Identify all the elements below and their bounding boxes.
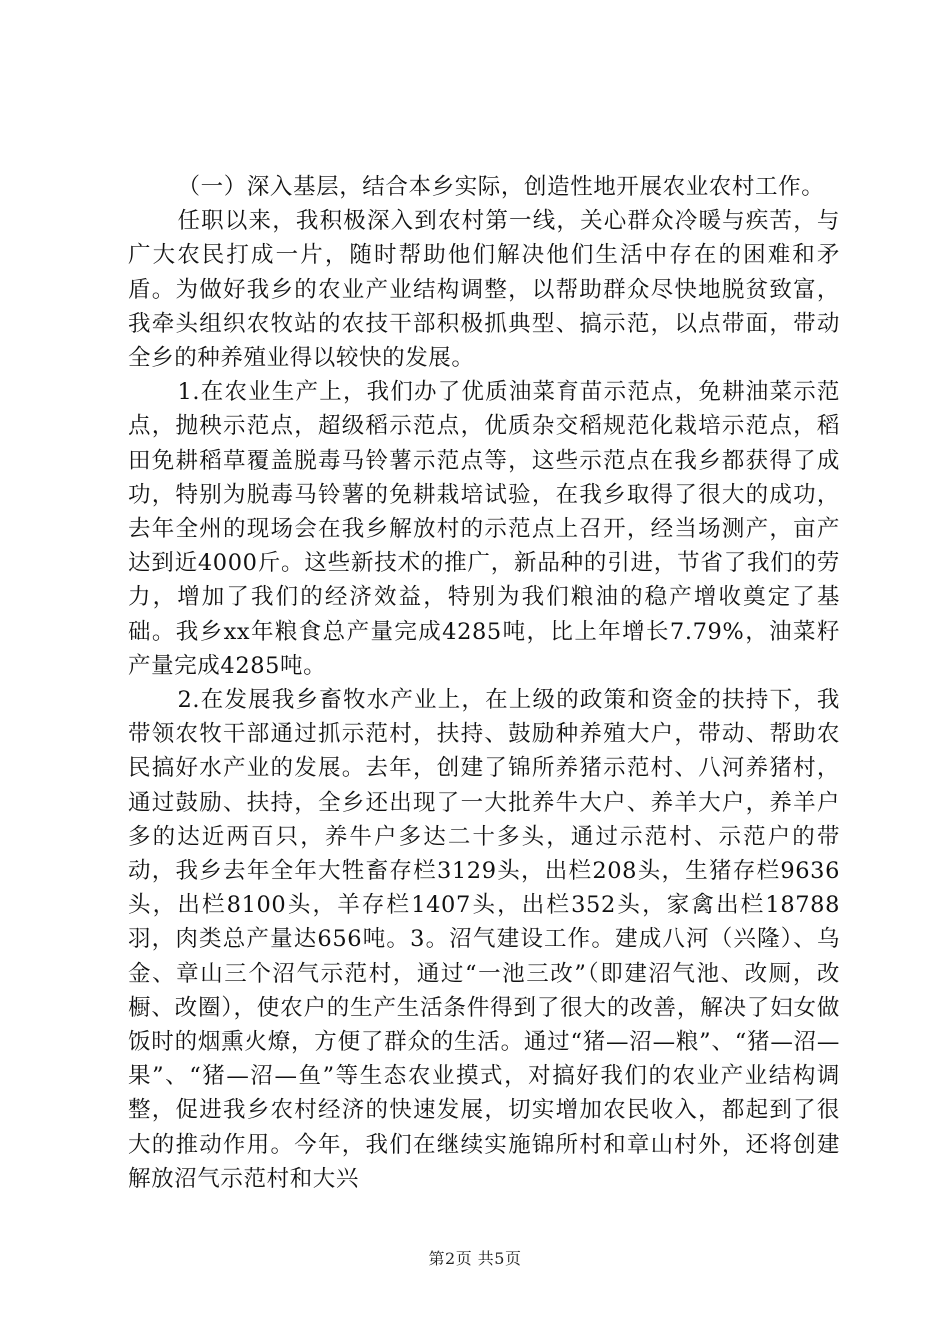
body-paragraph: 1.在农业生产上，我们办了优质油菜育苗示范点，免耕油菜示范点，抛秧示范点，超级稻示范点，优质杂交稻规范化栽培示范点，稻田免耕稻草覆盖脱毒马铃薯示范点等，这些示范点在我乡都获得了成功，特别为脱毒马铃薯的免耕栽培试验，在我乡取得了很大的成功，去年全州的现场会在我乡解放村的示范点上召开，经当场测产，亩产达到近4000斤。这些新技术的推广，新品种的引进，节省了我们的劳力，增加了我们的经济效益，特别为我们粮油的稳产增收奠定了基础。我乡xx年粮食总产量完成4285吨，比上年增长7.79%，油菜籽产量完成4285吨。 xyxy=(128,379,840,679)
section-heading-paragraph: （一）深入基层，结合本乡实际，创造性地开展农业农村工作。 xyxy=(177,174,825,200)
body-paragraph: 2.在发展我乡畜牧水产业上，在上级的政策和资金的扶持下，我带领农牧干部通过抓示范村，扶持、鼓励种养殖大户，带动、帮助农民搞好水产业的发展。去年，创建了锦所养猪示范村、八河养猪村，通过鼓励、扶持，全乡还出现了一大批养牛大户、养羊大户，养羊户多的达近两百只，养牛户多达二十多头，通过示范村、示范户的带动，我乡去年全年大牲畜存栏3129头，出栏208头，生猪存栏9636头，出栏8100头，羊存栏1407头，出栏352头，家禽出栏18788羽，肉类总产量达656吨。3。沼气建设工作。建成八河（兴隆）、乌金、章山三个沼气示范村，通过“一池三改”（即建沼气池、改厕，改橱、改圈），使农户的生产生活条件得到了很大的改善，解决了妇女做饭时的烟熏火燎，方便了群众的生活。通过“猪—沼—粮”、“猪—沼—果”、“猪—沼—鱼”等生态农业摸式，对搞好我们的农业产业结构调整，促进我乡农村经济的快速发展，切实增加农民收入，都起到了很大的推动作用。今年，我们在继续实施锦所村和章山村外，还将创建解放沼气示范村和大兴 xyxy=(128,687,840,1192)
body-paragraph: 任职以来，我积极深入到农村第一线，关心群众冷暖与疾苦，与广大农民打成一片，随时帮助他们解决他们生活中存在的困难和矛盾。为做好我乡的农业产业结构调整，以帮助群众尽快地脱贫致富，我牵头组织农牧站的农技干部积极抓典型、搞示范，以点带面，带动全乡的种养殖业得以较快的发展。 xyxy=(128,208,840,372)
page-footer xyxy=(0,1246,950,1269)
document-body xyxy=(128,170,840,1196)
page-number: 第2页 共5页 xyxy=(428,1249,522,1268)
